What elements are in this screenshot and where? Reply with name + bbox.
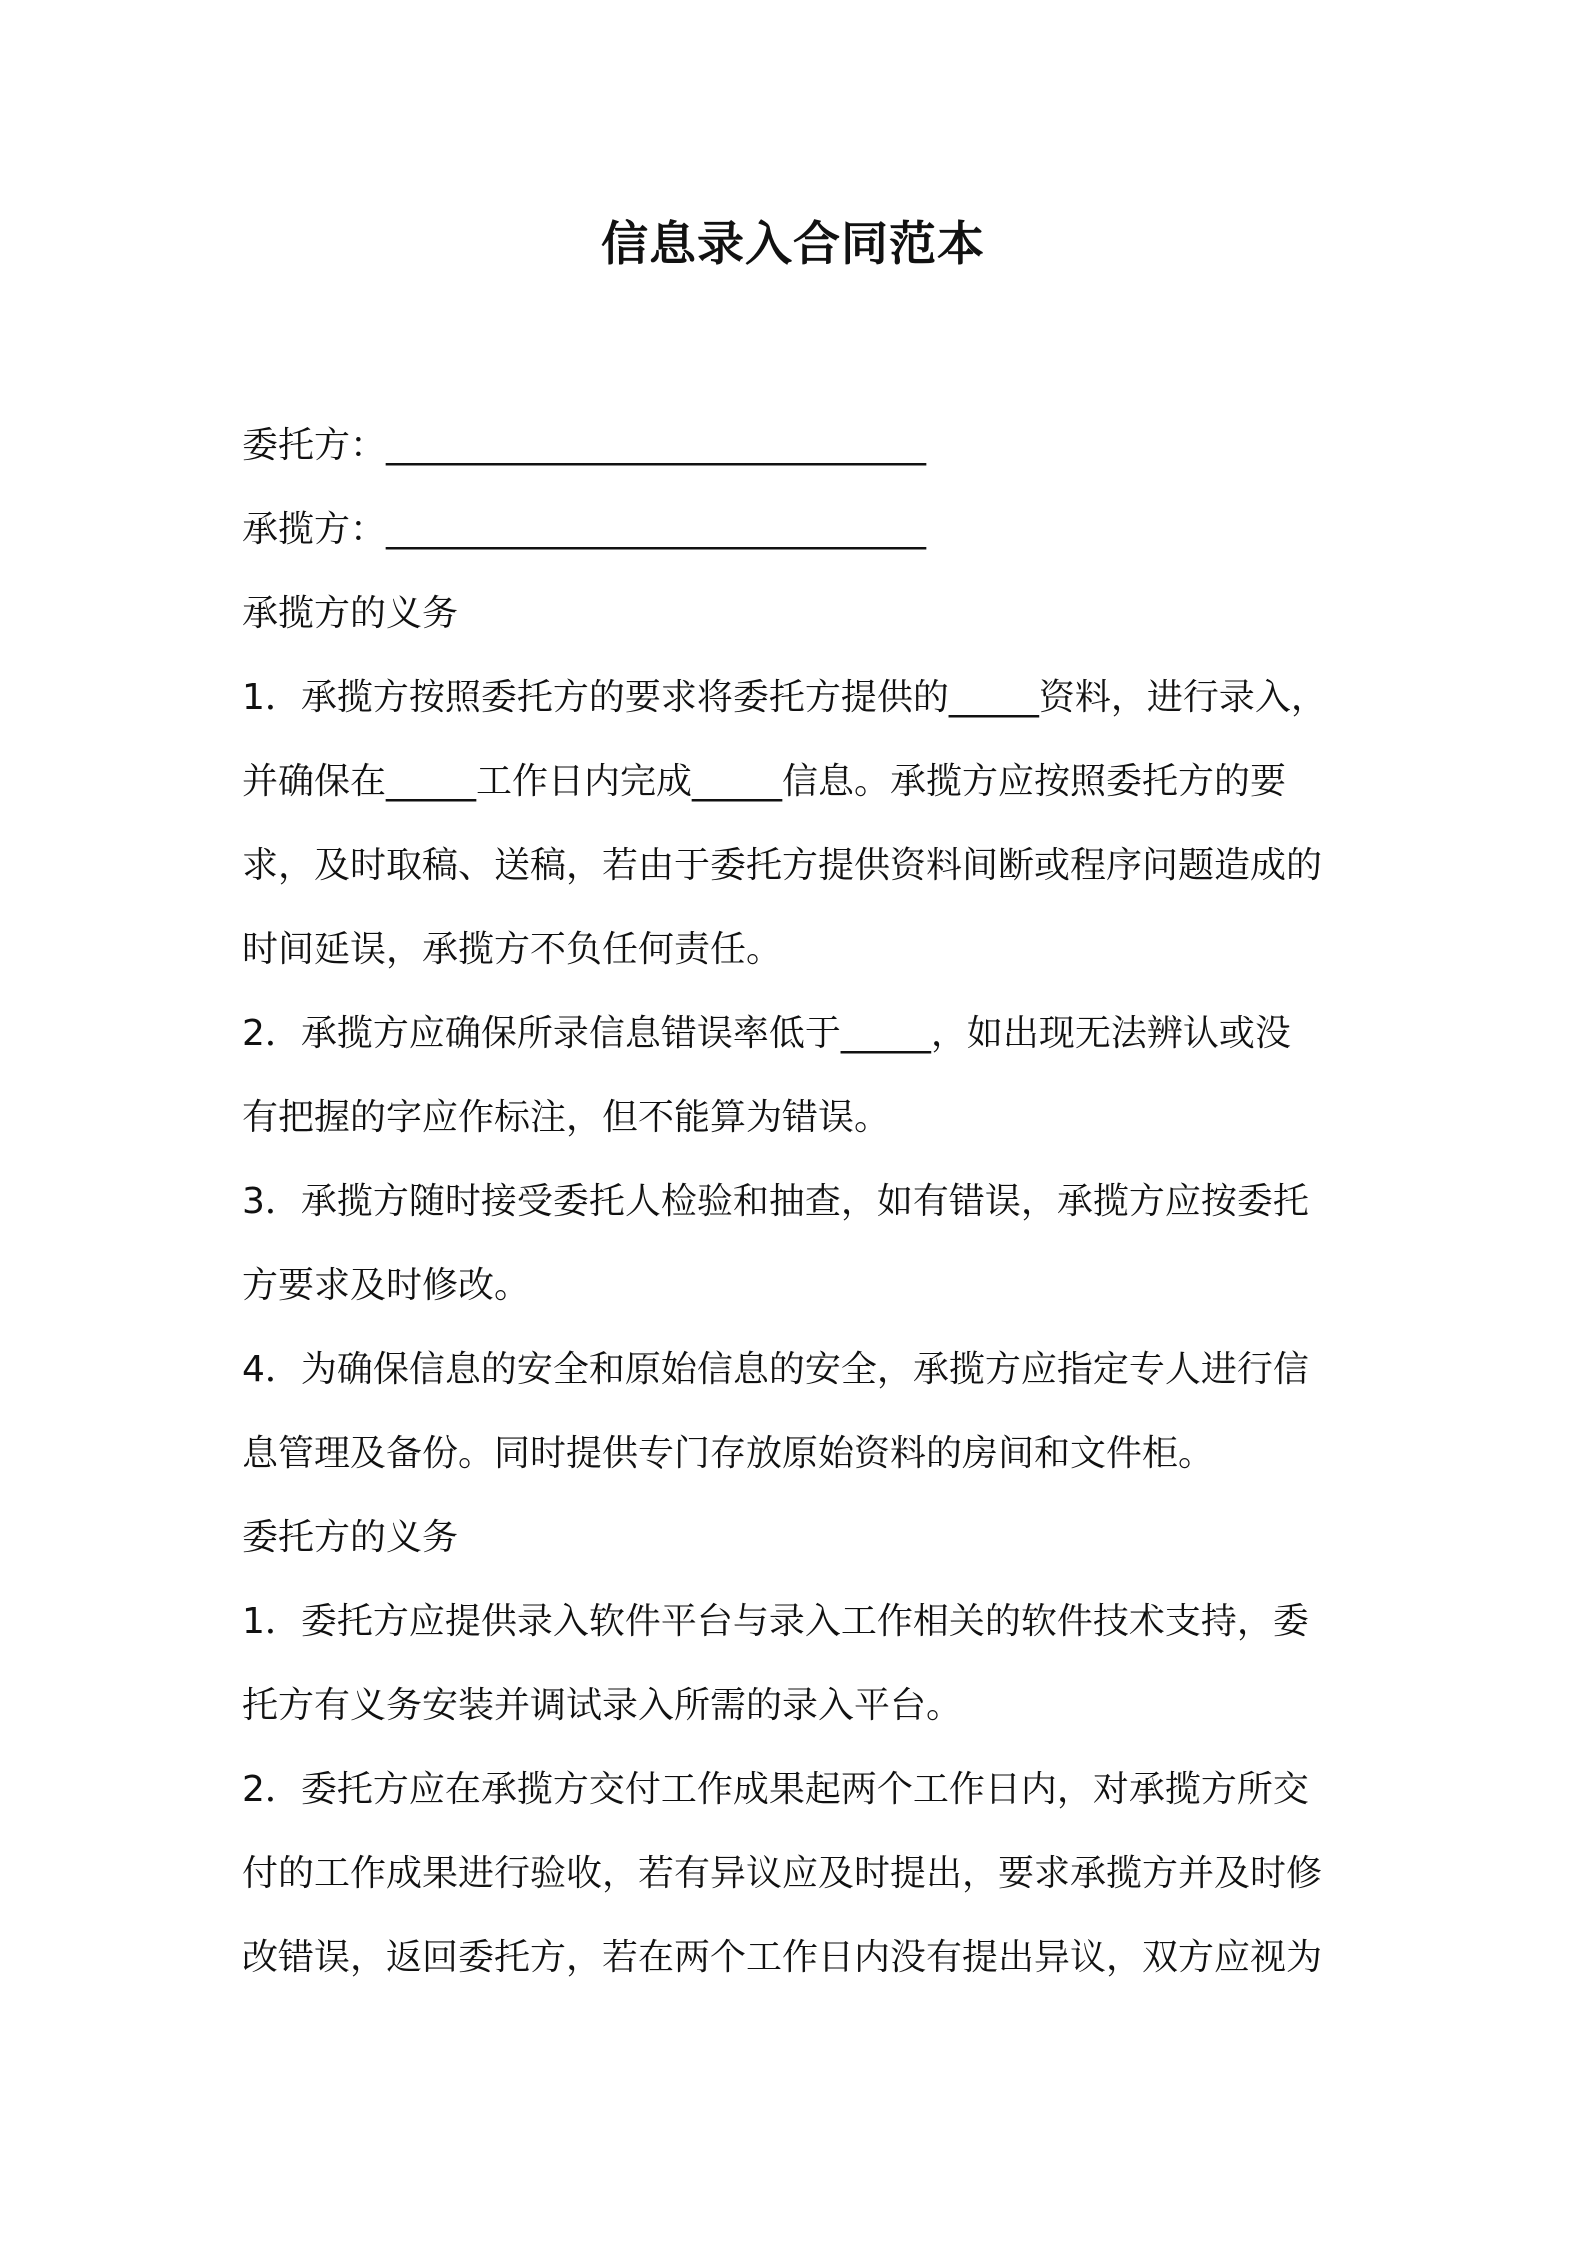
paragraph-line: 1．委托方应提供录入软件平台与录入工作相关的软件技术支持，委	[242, 1601, 1309, 1642]
paragraph-line: 2．委托方应在承揽方交付工作成果起两个工作日内，对承揽方所交	[242, 1769, 1309, 1810]
document-title: 信息录入合同范本	[601, 217, 985, 272]
section-heading-client-obligations: 委托方的义务	[242, 1517, 459, 1558]
contractor-party-line: 承揽方：______________________________	[242, 509, 927, 550]
paragraph-line: 时间延误，承揽方不负任何责任。	[242, 929, 783, 970]
paragraph-line: 1．承揽方按照委托方的要求将委托方提供的_____资料，进行录入，	[242, 677, 1327, 718]
paragraph-line: 息管理及备份。同时提供专门存放原始资料的房间和文件柜。	[242, 1433, 1215, 1474]
section-heading-contractor-obligations: 承揽方的义务	[242, 593, 459, 634]
paragraph-line: 求，及时取稿、送稿，若由于委托方提供资料间断或程序问题造成的	[242, 845, 1323, 886]
paragraph-line: 改错误，返回委托方，若在两个工作日内没有提出异议，双方应视为	[242, 1937, 1323, 1978]
paragraph-line: 3．承揽方随时接受委托人检验和抽查，如有错误，承揽方应按委托	[242, 1181, 1309, 1222]
paragraph-line: 付的工作成果进行验收，若有异议应及时提出，要求承揽方并及时修	[242, 1853, 1323, 1894]
paragraph-line: 托方有义务安装并调试录入所需的录入平台。	[242, 1685, 963, 1726]
document-body	[242, 404, 1366, 2000]
paragraph-line: 并确保在_____工作日内完成_____信息。承揽方应按照委托方的要	[242, 761, 1287, 802]
paragraph-line: 4．为确保信息的安全和原始信息的安全，承揽方应指定专人进行信	[242, 1349, 1309, 1390]
paragraph-line: 2．承揽方应确保所录信息错误率低于_____，如出现无法辨认或没	[242, 1013, 1291, 1054]
paragraph-line: 有把握的字应作标注，但不能算为错误。	[242, 1097, 891, 1138]
paragraph-line: 方要求及时修改。	[242, 1265, 531, 1306]
client-party-line: 委托方：______________________________	[242, 425, 927, 466]
